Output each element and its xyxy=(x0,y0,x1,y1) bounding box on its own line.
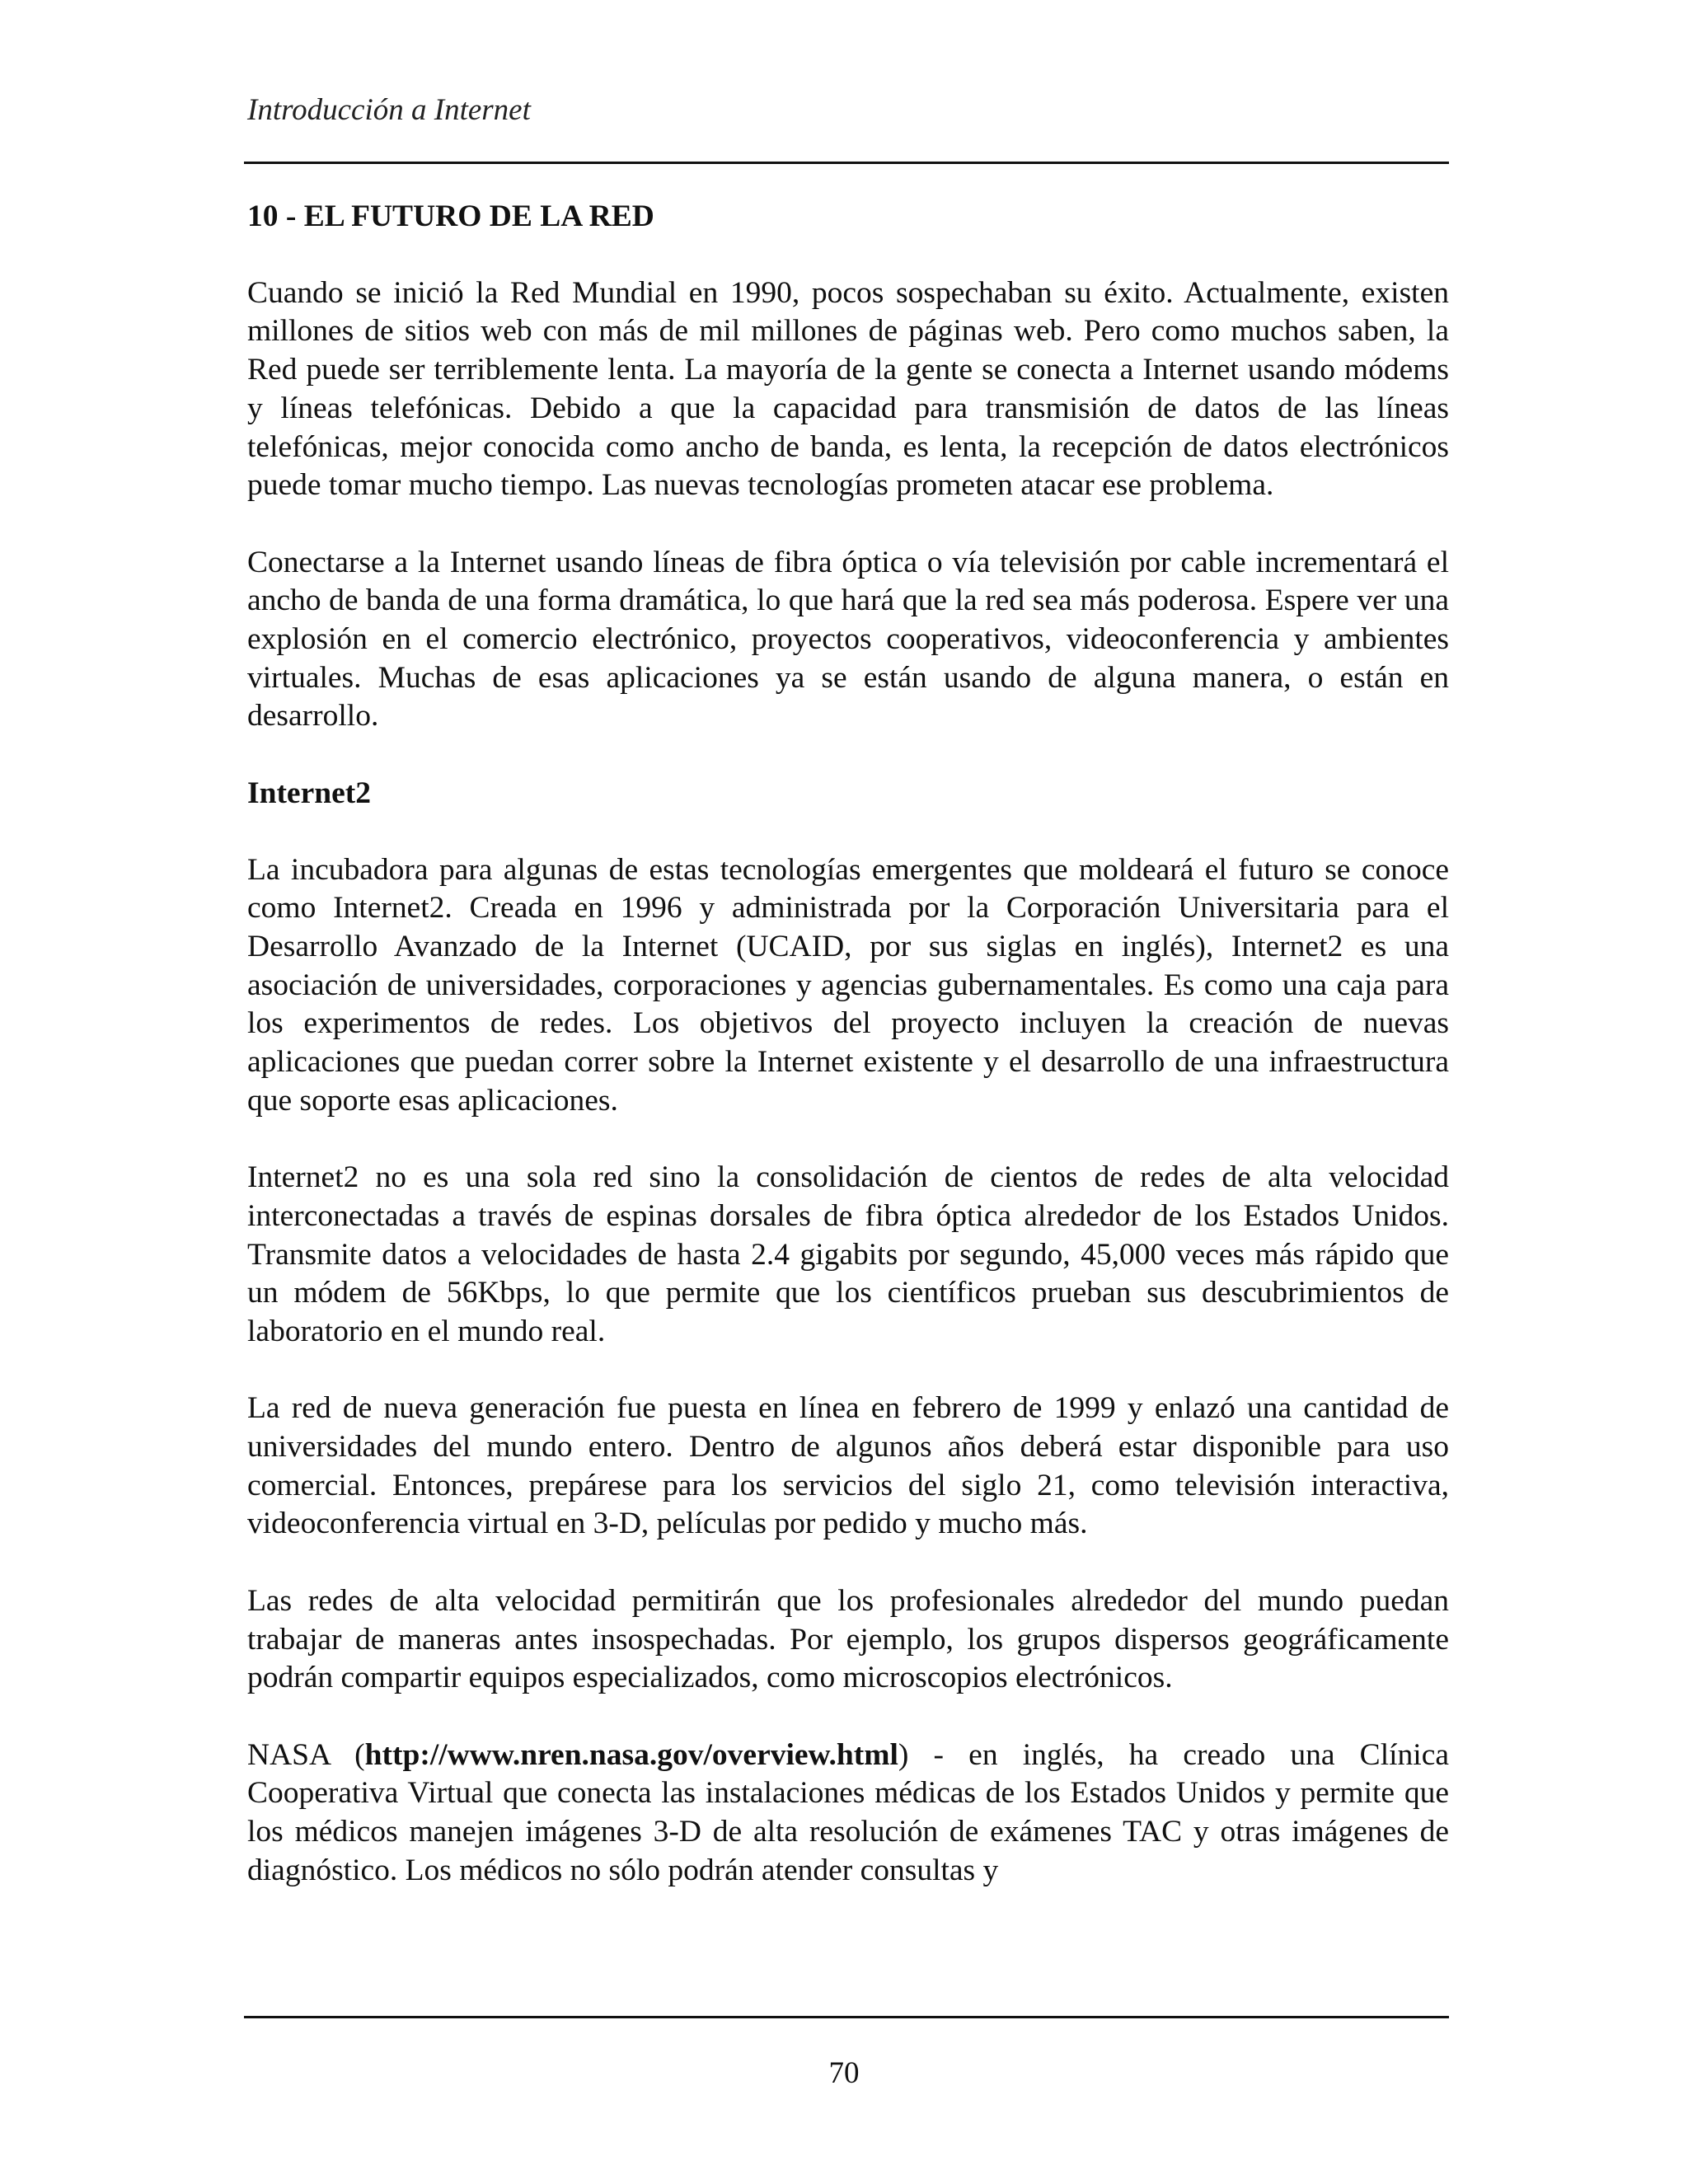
body-paragraph: Conectarse a la Internet usando líneas de fibra óptica o vía televisión por cable incrementará el ancho de banda de una forma dramática, lo que hará que la red sea más poderosa. Espere ver una explosión en el comercio electrónico, proyectos cooperativos, videoconferencia y ambientes virtuales. Muchas de esas aplicaciones ya se están usando de alguna manera, o están en desarrollo. xyxy=(247,545,1449,733)
nasa-text-before: NASA ( xyxy=(247,1737,365,1772)
page-content xyxy=(247,198,1449,1890)
nasa-url-link[interactable]: http://www.nren.nasa.gov/overview.html xyxy=(364,1737,898,1772)
footer-rule xyxy=(244,2016,1449,2018)
body-paragraph: La incubadora para algunas de estas tecnologías emergentes que moldeará el futuro se conoce como Internet2. Creada en 1996 y administrada por la Corporación Universitaria para el Desarrollo Avanzado de la Internet (UCAID, por sus siglas en inglés), Internet2 es una asociación de universidades, corporaciones y agencias gubernamentales. Es como una caja para los experimentos de redes. Los objetivos del proyecto incluyen la creación de nuevas aplicaciones que puedan correr sobre la Internet existente y el desarrollo de una infraestructura que soporte esas aplicaciones. xyxy=(247,852,1449,1118)
nasa-paragraph xyxy=(247,1736,1449,1891)
nasa-text-after: ) - en inglés, ha creado una Clínica Cooperativa Virtual que conecta las instalaciones médicas de los Estados Unidos y permite que los médicos manejen imágenes 3-D de alta resolución de exámenes TAC y otras imágenes de diagnóstico. Los médicos no sólo podrán atender consultas y xyxy=(247,1737,1449,1887)
page-number: 70 xyxy=(828,2056,860,2090)
section-title: 10 - EL FUTURO DE LA RED xyxy=(247,199,654,233)
running-header: Introducción a Internet xyxy=(247,93,531,127)
body-paragraph: Internet2 no es una sola red sino la consolidación de cientos de redes de alta velocidad interconectadas a través de espinas dorsales de fibra óptica alrededor de los Estados Unidos. Transmite datos a velocidades de hasta 2.4 gigabits por segundo, 45,000 veces más rápido que un módem de 56Kbps, lo que permite que los científicos prueban sus descubrimientos de laboratorio en el mundo real. xyxy=(247,1160,1449,1348)
body-paragraph: La red de nueva generación fue puesta en línea en febrero de 1999 y enlazó una cantidad de universidades del mundo entero. Dentro de algunos años deberá estar disponible para uso comercial. Entonces, prepárese para los servicios del siglo 21, como televisión interactiva, videoconferencia virtual en 3-D, películas por pedido y mucho más. xyxy=(247,1391,1449,1541)
header-rule xyxy=(244,162,1449,164)
body-paragraph: Cuando se inició la Red Mundial en 1990, pocos sospechaban su éxito. Actualmente, existen millones de sitios web con más de mil millones de páginas web. Pero como muchos saben, la Red puede ser terriblemente lenta. La mayoría de la gente se conecta a Internet usando módems y líneas telefónicas. Debido a que la capacidad para transmisión de datos de las líneas telefónicas, mejor conocida como ancho de banda, es lenta, la recepción de datos electrónicos puede tomar mucho tiempo. Las nuevas tecnologías prometen atacar ese problema. xyxy=(247,275,1449,503)
body-paragraph: Las redes de alta velocidad permitirán que los profesionales alrededor del mundo puedan trabajar de maneras antes insospechadas. Por ejemplo, los grupos dispersos geográficamente podrán compartir equipos especializados, como microscopios electrónicos. xyxy=(247,1583,1449,1695)
subsection-title: Internet2 xyxy=(247,776,371,810)
